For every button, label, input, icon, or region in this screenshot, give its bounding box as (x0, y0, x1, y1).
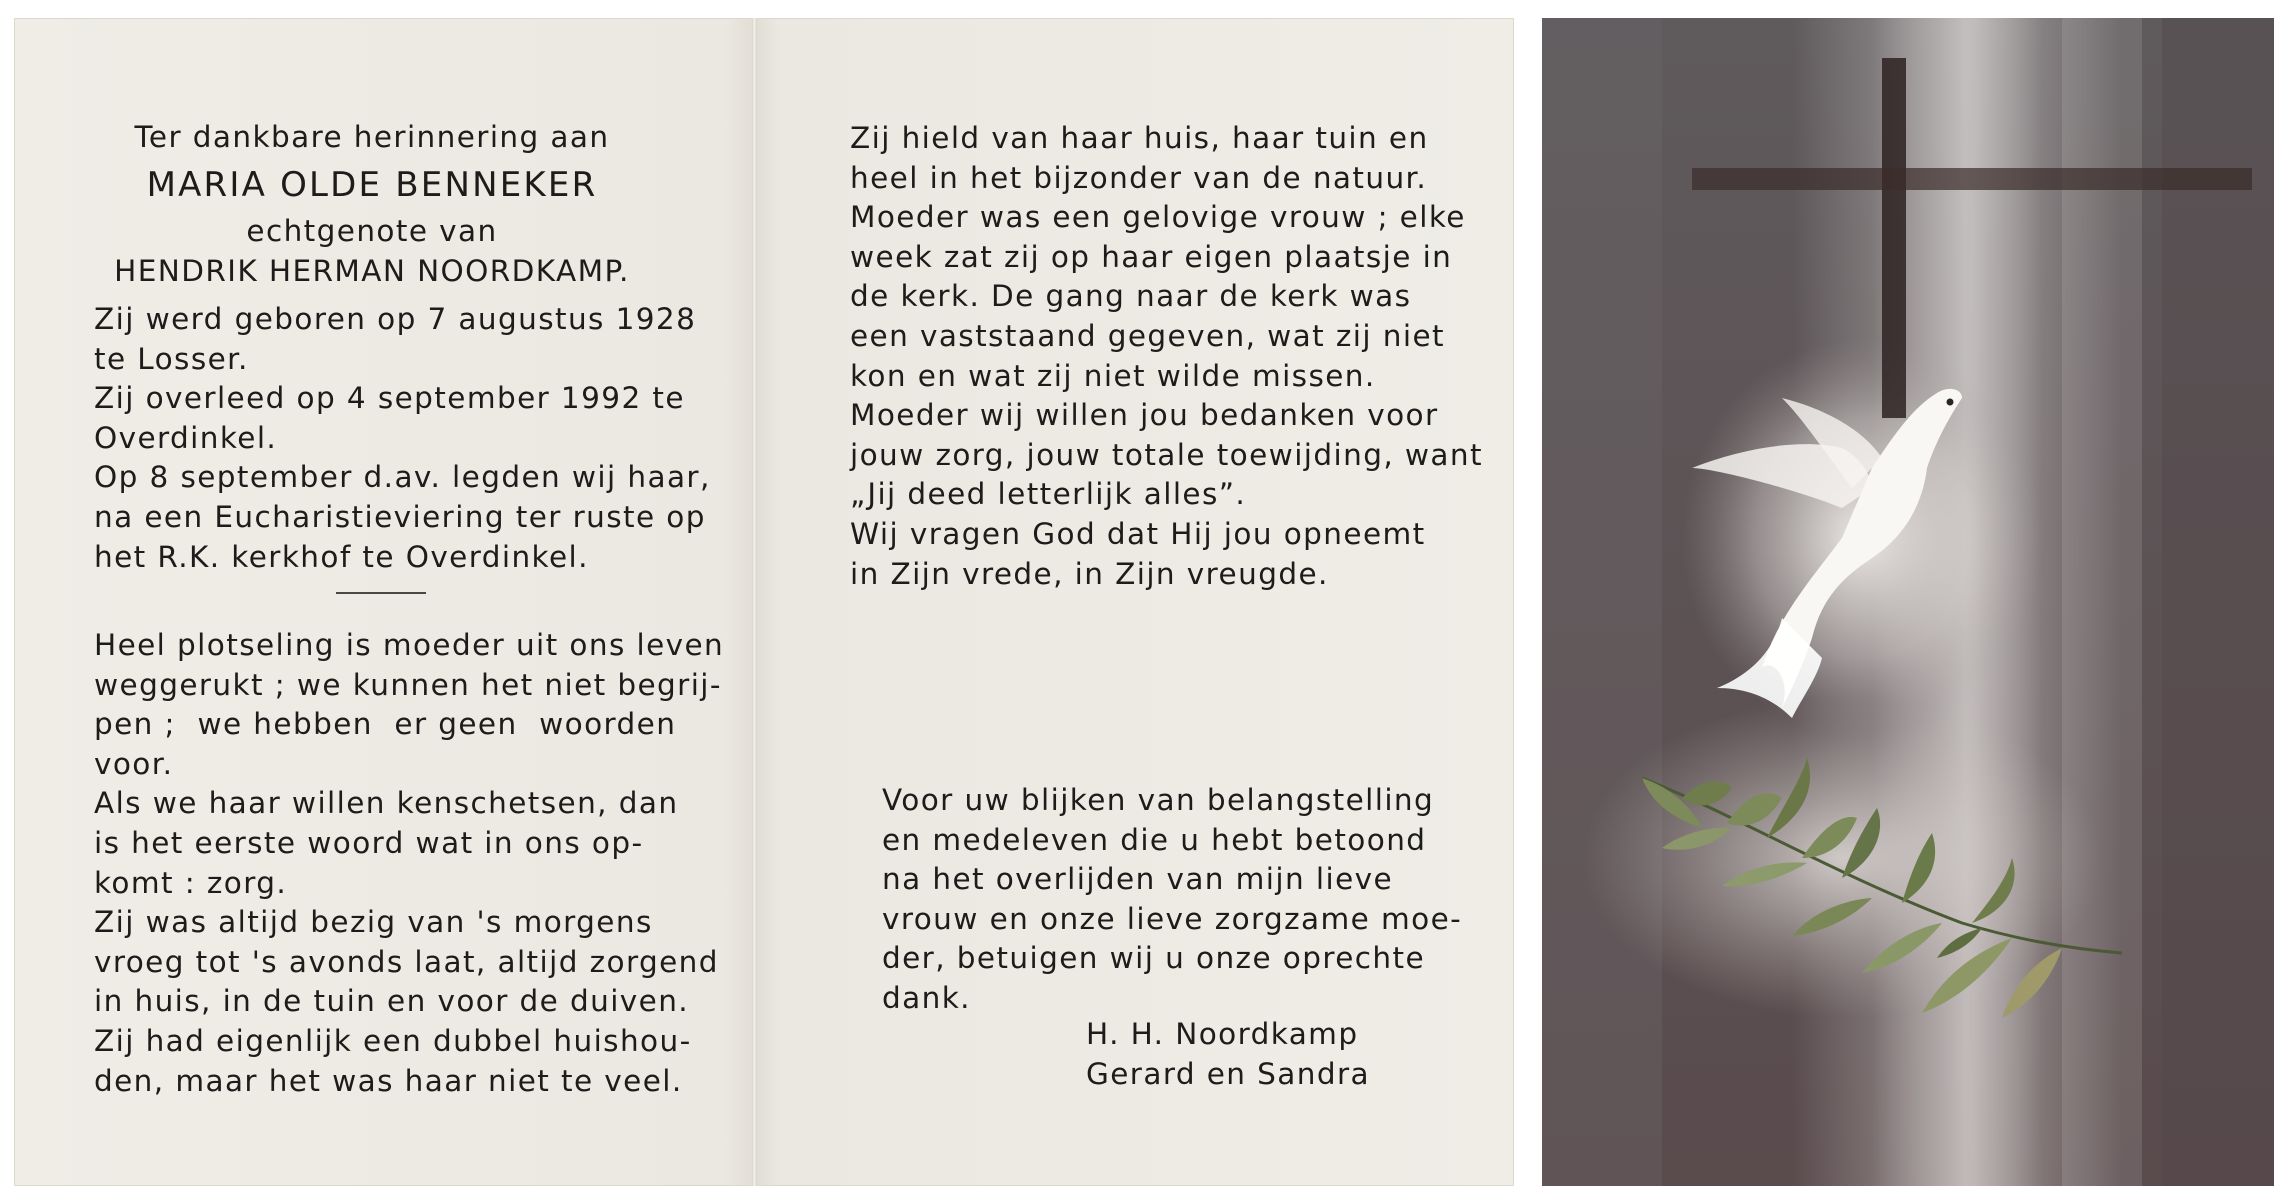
tribute-line: een vaststaand gegeven, wat zij niet (850, 319, 1445, 353)
tribute-line: is het eerste woord wat in ons op- (94, 826, 644, 860)
tribute-line: Als we haar willen kenschetsen, dan (94, 786, 679, 821)
tribute-line: Zij had eigenlijk een dubbel huishou- (94, 1024, 692, 1058)
deceased-name: MARIA OLDE BENNEKER (146, 165, 598, 205)
biography-line: te Losser. (94, 341, 249, 376)
biography-line: het R.K. kerkhof te Overdinkel. (94, 539, 589, 574)
tribute-line: Zij hield van haar huis, haar tuin en (850, 121, 1429, 155)
biography-line: na een Eucharistieviering ter ruste op (94, 500, 706, 534)
signature-line: H. H. Noordkamp (1086, 1017, 1359, 1051)
tribute-line: Wij vragen God dat Hij jou opneemt (850, 517, 1426, 551)
tribute-line: voor. (94, 746, 174, 781)
tribute-line: vroeg tot 's avonds laat, altijd zorgend (94, 944, 719, 979)
signature-line: Gerard en Sandra (1086, 1056, 1370, 1091)
devotional-painting (1542, 18, 2274, 1186)
tribute-line: Moeder was een gelovige vrouw ; elke (850, 200, 1466, 235)
tribute-line: Heel plotseling is moeder uit ons leven (94, 628, 725, 662)
tribute-line: den, maar het was haar niet te veel. (94, 1063, 683, 1098)
tribute-line: in huis, in de tuin en voor de duiven. (94, 984, 690, 1019)
spouse-name: HENDRIK HERMAN NOORDKAMP. (114, 254, 630, 288)
tribute-line: de kerk. De gang naar de kerk was (850, 279, 1412, 314)
biography-line: Op 8 september d.av. legden wij haar, (94, 460, 711, 495)
thanks-line: na het overlijden van mijn lieve (882, 862, 1394, 897)
thanks-line: Voor uw blijken van belangstelling (882, 783, 1435, 817)
biography-line: Zij werd geboren op 7 augustus 1928 (94, 302, 697, 336)
tribute-line: in Zijn vrede, in Zijn vreugde. (850, 556, 1329, 591)
section-divider (336, 592, 426, 594)
tribute-line: weggerukt ; we kunnen het niet begrij- (94, 667, 722, 702)
tribute-line: pen ; we hebben er geen woorden (94, 707, 677, 742)
tribute-line: Moeder wij willen jou bedanken voor (850, 398, 1439, 433)
thanks-line: dank. (882, 981, 971, 1015)
tribute-line: komt : zorg. (94, 865, 288, 900)
remembrance-heading: Ter dankbare herinnering aan (134, 120, 610, 154)
tribute-line: kon en wat zij niet wilde missen. (850, 358, 1376, 393)
tribute-line: heel in het bijzonder van de natuur. (850, 160, 1428, 195)
relation-label: echtgenote van (246, 214, 498, 248)
tribute-line: week zat zij op haar eigen plaatsje in (850, 239, 1453, 274)
tribute-line: Zij was altijd bezig van 's morgens (94, 905, 653, 940)
tribute-line: „Jij deed letterlijk alles”. (850, 477, 1247, 512)
thanks-line: vrouw en onze lieve zorgzame moe- (882, 901, 1463, 936)
thanks-line: en medeleven die u hebt betoond (882, 822, 1427, 857)
biography-line: Zij overleed op 4 september 1992 te (94, 381, 685, 416)
tribute-line: jouw zorg, jouw totale toewijding, want (850, 437, 1483, 472)
thanks-line: der, betuigen wij u onze oprechte (882, 941, 1426, 976)
biography-line: Overdinkel. (94, 420, 278, 455)
card-fold (752, 18, 757, 1186)
